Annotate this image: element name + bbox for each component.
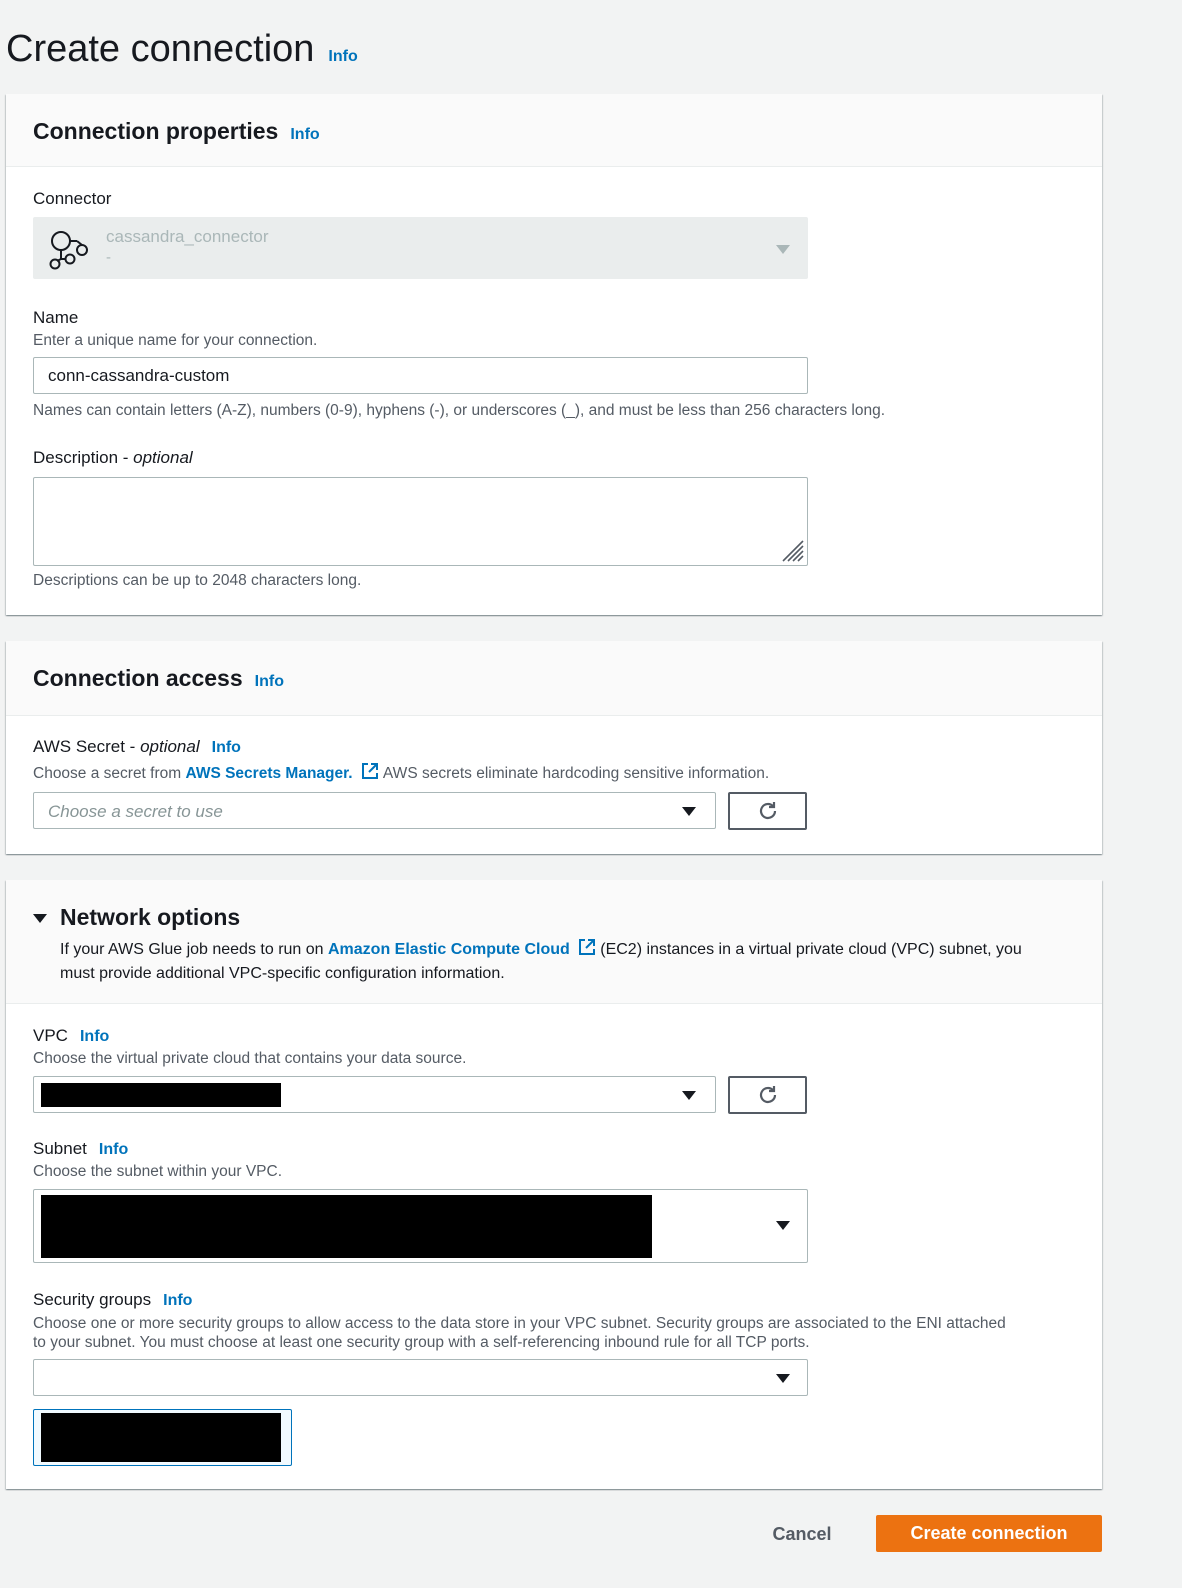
refresh-icon	[756, 1083, 780, 1107]
connector-value: cassandra_connector	[106, 227, 269, 246]
name-input[interactable]	[33, 357, 808, 394]
caret-down-icon[interactable]	[33, 914, 47, 923]
vpc-info-link[interactable]: Info	[79, 1028, 110, 1045]
security-groups-info-link[interactable]: Info	[163, 1292, 193, 1309]
security-groups-chevron-down-icon	[776, 1374, 790, 1383]
vpc-select[interactable]	[33, 1076, 716, 1113]
network-options-panel	[6, 880, 1102, 1489]
security-groups-label: Security groups Info	[33, 1290, 193, 1309]
description-constraint: Descriptions can be up to 2048 characters long.	[33, 572, 362, 589]
create-connection-button[interactable]: Create connection	[876, 1515, 1102, 1552]
network-options-header[interactable]	[6, 880, 1102, 1004]
subnet-redacted-value	[41, 1195, 652, 1258]
external-link-icon	[578, 938, 596, 956]
refresh-icon	[756, 799, 780, 823]
page-info-link[interactable]: Info	[328, 48, 358, 65]
connection-properties-panel	[6, 94, 1102, 615]
connection-access-info-link[interactable]: Info	[254, 673, 284, 690]
description-textarea[interactable]	[33, 477, 808, 566]
security-groups-hint: Choose one or more security groups to allow access to the data store in your VPC subnet. Security groups are associated to the ENI attached to your subnet. You must choose at least one security group with a self-referencing inbound rule for all TCP ports.	[33, 1315, 1006, 1351]
aws-secret-select[interactable]	[33, 792, 716, 829]
external-link-icon	[361, 762, 379, 780]
page-title-text: Create connection	[6, 28, 315, 70]
name-input-value: conn-cassandra-custom	[48, 366, 230, 385]
subnet-chevron-down-icon	[776, 1221, 790, 1230]
aws-secret-placeholder: Choose a secret to use	[48, 802, 223, 821]
vpc-hint: Choose the virtual private cloud that contains your data source.	[33, 1050, 467, 1067]
resize-handle-icon[interactable]	[779, 537, 805, 563]
connector-chevron-down-icon	[776, 245, 790, 254]
security-groups-select[interactable]	[33, 1359, 808, 1396]
connection-properties-title: Connection properties Info	[33, 118, 320, 144]
security-group-token[interactable]	[33, 1409, 292, 1466]
name-label: Name	[33, 308, 79, 327]
security-group-redacted-value	[41, 1413, 281, 1462]
connection-access-header	[6, 641, 1102, 716]
vpc-refresh-button[interactable]	[728, 1076, 807, 1114]
network-options-title[interactable]: Network options	[60, 904, 241, 930]
page-title	[6, 28, 358, 71]
aws-secret-label: AWS Secret - optional Info	[33, 737, 241, 756]
name-hint: Enter a unique name for your connection.	[33, 332, 318, 349]
connection-access-title: Connection access Info	[33, 665, 284, 691]
connector-label: Connector	[33, 189, 112, 208]
aws-secret-hint: Choose a secret from AWS Secrets Manager. AWS secrets eliminate hardcoding sensitive information.	[33, 762, 769, 783]
connection-properties-info-link[interactable]: Info	[290, 126, 320, 143]
subnet-info-link[interactable]: Info	[98, 1141, 129, 1158]
cancel-button[interactable]: Cancel	[760, 1516, 844, 1552]
amazon-ec2-link[interactable]: Amazon Elastic Compute Cloud	[328, 941, 570, 958]
subnet-label: Subnet Info	[33, 1139, 129, 1158]
vpc-redacted-value	[41, 1083, 281, 1107]
subnet-select[interactable]	[33, 1189, 808, 1263]
aws-secret-info-link[interactable]: Info	[211, 739, 241, 756]
description-label: Description - optional	[33, 448, 193, 467]
connector-select	[33, 217, 808, 279]
vpc-label: VPC Info	[33, 1026, 110, 1045]
connector-sub: -	[106, 249, 111, 266]
aws-secret-chevron-down-icon	[682, 807, 696, 816]
connection-access-panel	[6, 641, 1102, 854]
aws-secret-refresh-button[interactable]	[728, 792, 807, 830]
subnet-hint: Choose the subnet within your VPC.	[33, 1163, 282, 1180]
connection-properties-header	[6, 94, 1102, 167]
connector-icon	[48, 228, 94, 270]
network-options-description: If your AWS Glue job needs to run on Amazon Elastic Compute Cloud (EC2) instances in a virtual private cloud (VPC) subnet, you must provide additional VPC-specific configuration information.	[60, 938, 1022, 986]
aws-secrets-manager-link[interactable]: AWS Secrets Manager.	[185, 765, 353, 782]
name-constraint: Names can contain letters (A-Z), numbers (0-9), hyphens (-), or underscores (_), and must be less than 256 characters long.	[33, 402, 886, 419]
vpc-chevron-down-icon	[682, 1091, 696, 1100]
